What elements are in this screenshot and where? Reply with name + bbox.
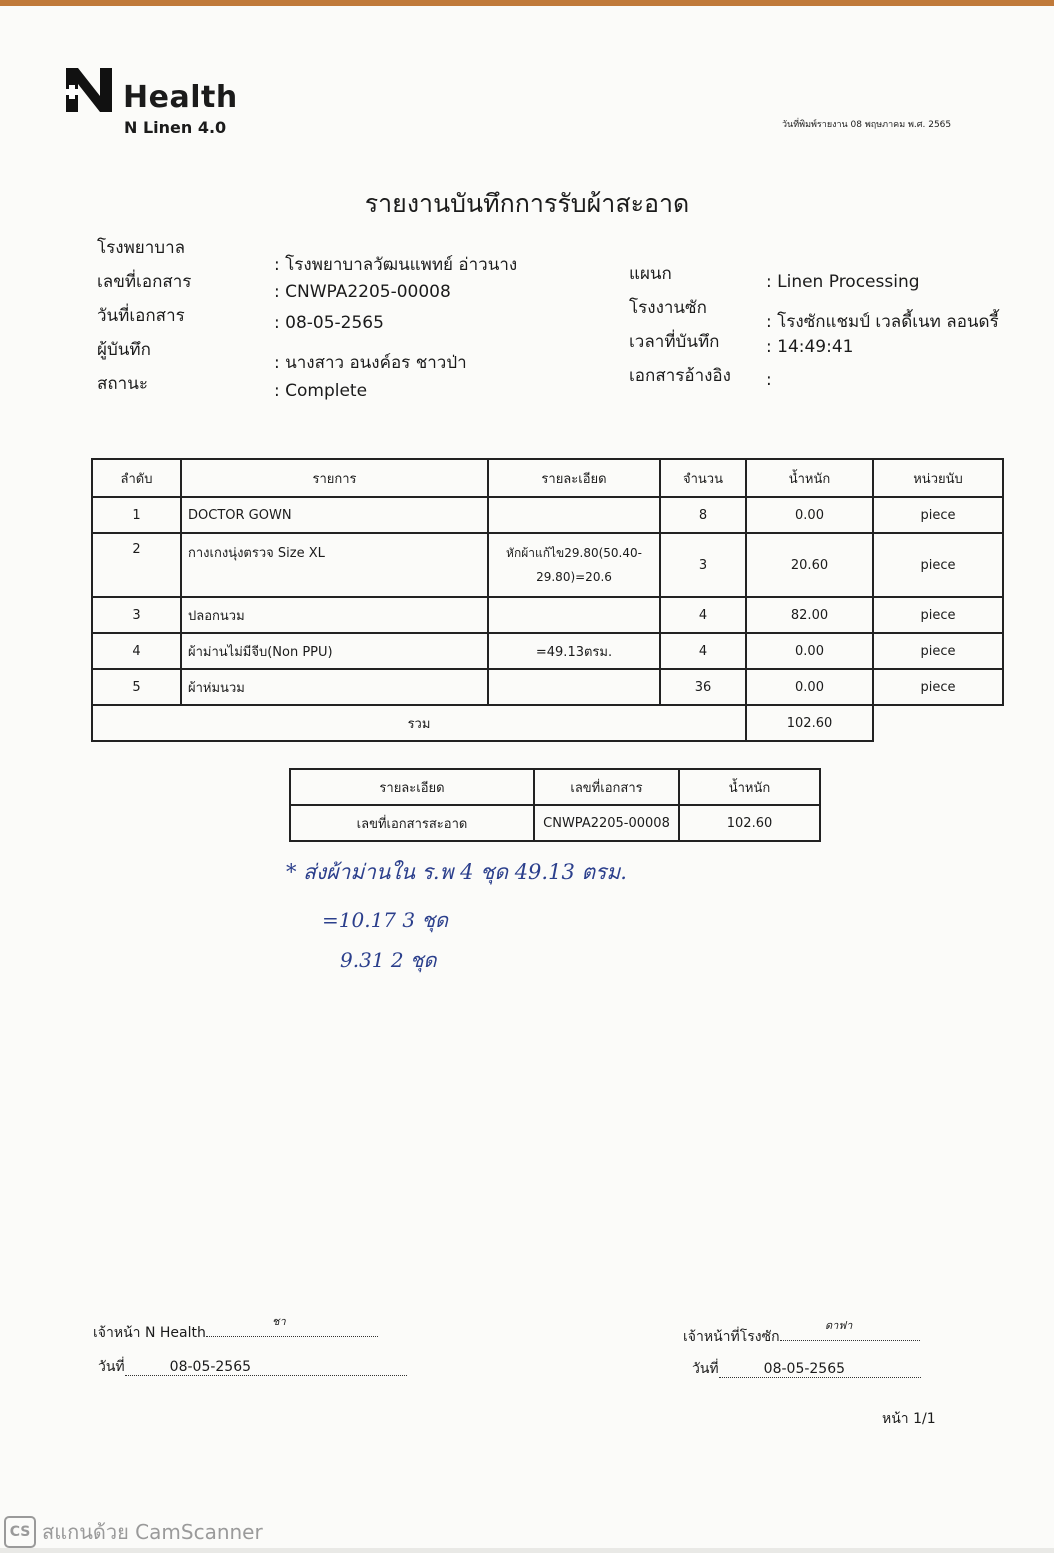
cell-weight: 0.00: [746, 633, 873, 669]
watermark-text: สแกนด้วย CamScanner: [42, 1520, 263, 1544]
summary-header-detail: รายละเอียด: [290, 769, 534, 805]
left-signature-mark: ชา: [272, 1315, 286, 1328]
cell-weight: 82.00: [746, 597, 873, 633]
table-row: [92, 597, 1003, 633]
cell-qty: 8: [660, 497, 746, 533]
col-header-unit: หน่วยนับ: [873, 459, 1003, 497]
cell-unit: piece: [873, 597, 1003, 633]
cell-no: 2: [92, 533, 181, 597]
cell-item: กางเกงนุ่งตรวจ Size XL: [181, 533, 488, 597]
summary-header: [290, 769, 820, 805]
recorder-value: : นางสาว อนงค์อร ชาวป่า: [274, 353, 467, 373]
status-label: สถานะ: [97, 374, 148, 394]
document-title: [0, 184, 1054, 224]
summary-doc-no: CNWPA2205-00008: [534, 805, 679, 841]
cell-detail: [488, 669, 660, 705]
items-table: [91, 458, 1004, 742]
handwritten-note-1: * ส่งผ้าม่านใน ร.พ 4 ชุด 49.13 ตรม.: [286, 860, 627, 884]
cell-weight: 0.00: [746, 497, 873, 533]
document-title-text: รายงานบันทึกการรับผ้าสะอาด: [364, 189, 690, 218]
summary-row: [290, 805, 820, 841]
left-date-line: [98, 1356, 407, 1378]
cell-qty: 3: [660, 533, 746, 597]
col-header-detail: รายละเอียด: [488, 459, 660, 497]
cell-detail: =49.13ตรม.: [488, 633, 660, 669]
cell-weight: 20.60: [746, 533, 873, 597]
col-header-item: รายการ: [181, 459, 488, 497]
cell-no: 1: [92, 497, 181, 533]
logo-health-text: Health: [123, 80, 238, 115]
doc-date-value: : 08-05-2565: [274, 313, 384, 333]
table-row: [92, 497, 1003, 533]
total-row: [92, 705, 1003, 741]
reference-label: เอกสารอ้างอิง: [629, 366, 731, 386]
col-header-weight: น้ำหนัก: [746, 459, 873, 497]
summary-table: [289, 768, 821, 842]
laundry-value: : โรงซักแชมป์ เวลดี้เนท ลอนดรี้: [766, 312, 999, 332]
summary-detail: เลขที่เอกสารสะอาด: [290, 805, 534, 841]
col-header-no: ลำดับ: [92, 459, 181, 497]
cell-item: ปลอกนวม: [181, 597, 488, 633]
laundry-label: โรงงานซัก: [629, 298, 707, 318]
col-header-qty: จำนวน: [660, 459, 746, 497]
summary-weight: 102.60: [679, 805, 820, 841]
handwritten-note-3: 9.31 2 ชุด: [340, 948, 437, 972]
cell-unit: piece: [873, 633, 1003, 669]
doc-no-label: เลขที่เอกสาร: [97, 272, 192, 292]
summary-header-doc-no: เลขที่เอกสาร: [534, 769, 679, 805]
cell-qty: 36: [660, 669, 746, 705]
left-date-label: วันที่: [98, 1359, 125, 1375]
cell-weight: 0.00: [746, 669, 873, 705]
cell-detail: [488, 497, 660, 533]
logo-subtitle: N Linen 4.0: [124, 118, 227, 137]
table-row: [92, 669, 1003, 705]
right-signature-line: [683, 1326, 920, 1348]
right-date-value: 08-05-2565: [763, 1361, 846, 1377]
cell-unit: piece: [873, 533, 1003, 597]
reference-value: :: [766, 370, 772, 390]
cell-item: DOCTOR GOWN: [181, 497, 488, 533]
total-weight: 102.60: [746, 705, 873, 741]
cell-unit: piece: [873, 669, 1003, 705]
hospital-value: : โรงพยาบาลวัฒนแพทย์ อ่าวนาง: [274, 255, 518, 275]
cell-detail: หักผ้าแก้ไข29.80(50.40-29.80)=20.6: [488, 533, 660, 597]
recorder-label: ผู้บันทึก: [97, 340, 151, 360]
record-time-label: เวลาที่บันทึก: [629, 332, 720, 352]
total-empty-cell: [873, 705, 1003, 741]
camscanner-watermark: [4, 1516, 263, 1548]
left-date-value: 08-05-2565: [169, 1359, 252, 1375]
cell-qty: 4: [660, 633, 746, 669]
handwritten-note-2: =10.17 3 ชุด: [322, 908, 449, 932]
table-row: [92, 633, 1003, 669]
doc-no-value: : CNWPA2205-00008: [274, 282, 451, 302]
status-value: : Complete: [274, 381, 368, 401]
total-label: รวม: [92, 705, 746, 741]
cell-unit: piece: [873, 497, 1003, 533]
right-date-label: วันที่: [692, 1361, 719, 1377]
cell-item: ผ้าห่มนวม: [181, 669, 488, 705]
summary-header-weight: น้ำหนัก: [679, 769, 820, 805]
cell-item: ผ้าม่านไม่มีจีบ(Non PPU): [181, 633, 488, 669]
cell-no: 3: [92, 597, 181, 633]
record-time-value: : 14:49:41: [766, 337, 854, 357]
cell-no: 5: [92, 669, 181, 705]
n-health-logo-icon: [66, 68, 112, 112]
page-number: หน้า 1/1: [882, 1411, 936, 1427]
document-page: [0, 6, 1054, 1548]
camscanner-logo-icon: CS: [4, 1516, 36, 1548]
right-signer-role: เจ้าหน้าที่โรงซัก: [683, 1329, 780, 1345]
department-label: แผนก: [629, 264, 672, 284]
department-value: : Linen Processing: [766, 272, 920, 292]
left-signer-role: เจ้าหน้า N Health: [93, 1325, 206, 1341]
cell-no: 4: [92, 633, 181, 669]
items-table-header: [92, 459, 1003, 497]
table-row: [92, 533, 1003, 597]
doc-date-label: วันที่เอกสาร: [97, 306, 185, 326]
right-signature-mark: ดาฟา: [825, 1319, 853, 1332]
cell-qty: 4: [660, 597, 746, 633]
left-signature-line: [93, 1322, 378, 1344]
cell-detail: [488, 597, 660, 633]
print-date: วันที่พิมพ์รายงาน 08 พฤษภาคม พ.ศ. 2565: [782, 120, 952, 130]
hospital-label: โรงพยาบาล: [97, 238, 186, 258]
right-date-line: [692, 1358, 921, 1380]
